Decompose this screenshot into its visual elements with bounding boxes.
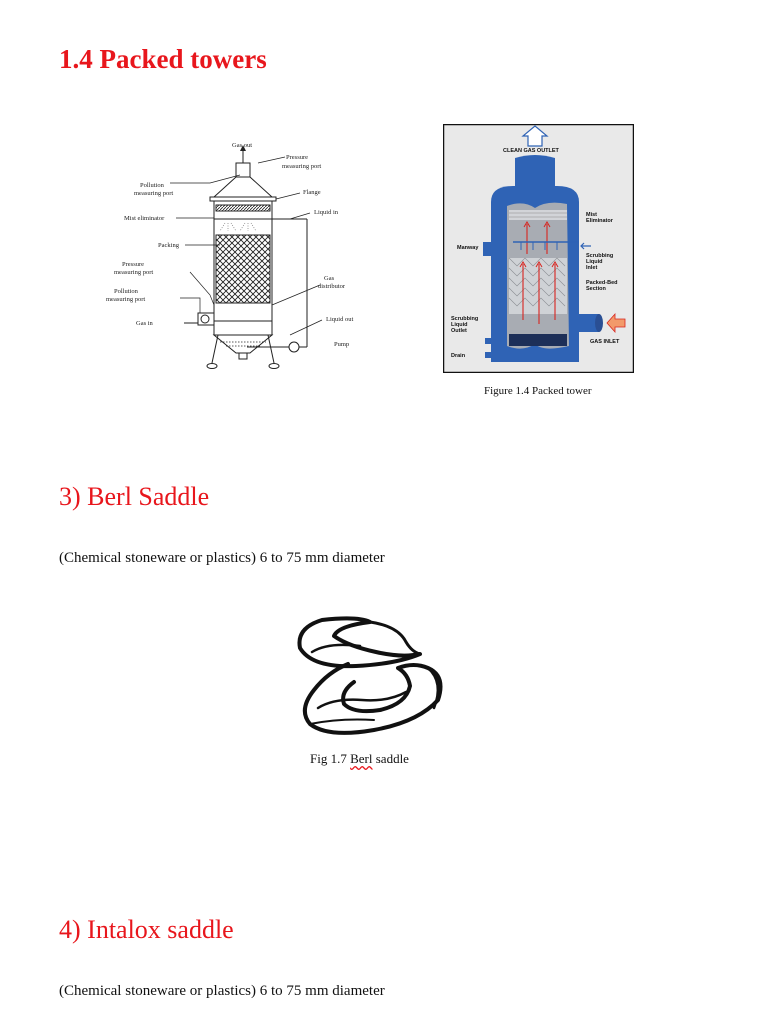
svg-text:Pressure: Pressure — [286, 154, 309, 161]
svg-text:Packing: Packing — [158, 242, 179, 249]
svg-text:Packed-Bed: Packed-Bed — [586, 280, 618, 286]
svg-text:Drain: Drain — [451, 353, 466, 359]
svg-text:Pollution: Pollution — [140, 182, 164, 189]
svg-text:Gas: Gas — [324, 275, 335, 282]
berl-saddle-description: (Chemical stoneware or plastics) 6 to 75 mm diameter — [59, 550, 385, 566]
svg-text:Scrubbing: Scrubbing — [451, 316, 479, 322]
svg-text:Inlet: Inlet — [586, 265, 598, 271]
berl-saddle-heading: 3) Berl Saddle — [59, 482, 210, 511]
berl-saddle-image — [288, 612, 452, 742]
svg-text:Outlet: Outlet — [451, 328, 467, 334]
packed-tower-illustration — [443, 124, 634, 373]
svg-text:Eliminator: Eliminator — [586, 218, 613, 224]
svg-text:Manway: Manway — [457, 245, 479, 251]
packed-tower-schematic — [100, 135, 375, 375]
svg-text:Flange: Flange — [303, 189, 321, 196]
svg-text:GAS INLET: GAS INLET — [590, 339, 620, 345]
intalox-saddle-description: (Chemical stoneware or plastics) 6 to 75 mm diameter — [59, 983, 385, 999]
svg-text:Pollution: Pollution — [114, 288, 138, 295]
svg-text:measuring port: measuring port — [134, 190, 174, 197]
svg-text:Mist eliminator: Mist eliminator — [124, 215, 165, 222]
intalox-saddle-heading: 4) Intalox saddle — [59, 915, 234, 944]
svg-text:measuring port: measuring port — [282, 163, 322, 170]
svg-text:Gas in: Gas in — [136, 320, 153, 327]
svg-text:Liquid out: Liquid out — [326, 316, 354, 323]
svg-text:Mist: Mist — [586, 212, 597, 218]
svg-text:Pressure: Pressure — [122, 261, 145, 268]
svg-text:measuring port: measuring port — [106, 296, 146, 303]
svg-text:distributor: distributor — [318, 283, 346, 290]
spellcheck-flagged-word: Berl — [350, 751, 373, 766]
svg-text:Section: Section — [586, 286, 606, 292]
svg-text:Liquid: Liquid — [586, 259, 603, 265]
svg-text:Liquid: Liquid — [451, 322, 468, 328]
svg-text:CLEAN GAS OUTLET: CLEAN GAS OUTLET — [503, 148, 559, 154]
section-title: 1.4 Packed towers — [59, 44, 267, 74]
berl-saddle-caption: Fig 1.7 Berl saddle — [310, 751, 409, 766]
svg-text:Liquid in: Liquid in — [314, 209, 339, 216]
svg-text:Scrubbing: Scrubbing — [586, 253, 614, 259]
svg-text:Gas out: Gas out — [232, 142, 253, 149]
figure-1-4-caption: Figure 1.4 Packed tower — [484, 385, 592, 397]
svg-text:Pump: Pump — [334, 341, 350, 348]
svg-text:measuring port: measuring port — [114, 269, 154, 276]
